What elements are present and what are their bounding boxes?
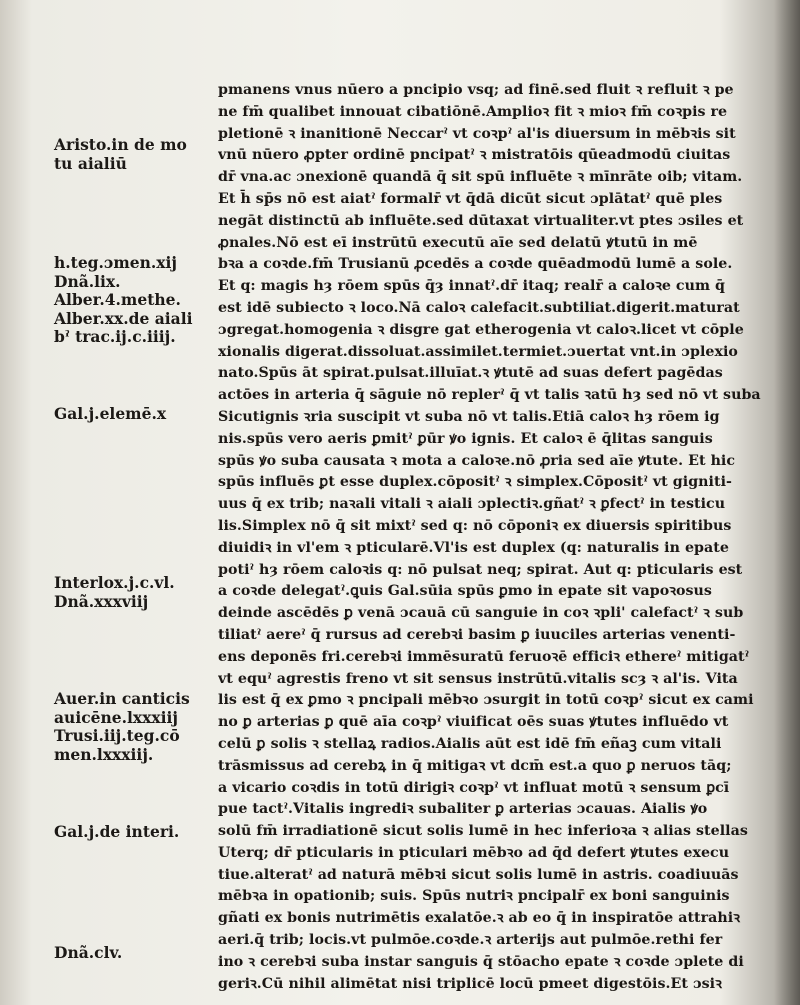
text-line: nato.Spūs āt spirat.pulsat.illuīat.ꝛ ꝟtutē ad suas defert pagēdas: [218, 365, 723, 382]
text-line: dr̄ vna.ac ɔnexionē quandā q̄ sit spū influēte ꝛ mīnrāte oib; vitam.: [218, 169, 743, 186]
margin-note: h.teg.ɔmen.xij Dnã.lix. Alber.4.methe. Alber.xx.de aiali bˀ trac.ij.c.iiij.: [54, 253, 193, 346]
margin-note: Gal.j.de interi.: [54, 822, 180, 841]
text-line: vt equˀ agrestis freno vt sit sensus instrūtū.vitalis scȝ ꝛ al'is. Vita: [218, 670, 738, 687]
text-line: spūs influēs ꝑt esse duplex.cōpositˀ ꝛ simplex.Cōpositˀ vt gigniti-: [218, 474, 732, 491]
margin-note: Aristo.in de mo tu aialiū: [54, 135, 187, 173]
text-line: potiˀ hȝ rōem caloꝛis q: nō pulsat neq; spirat. Aut q: pticularis est: [218, 561, 743, 578]
text-line: xionalis digerat.dissoluat.assimilet.termiet.ɔuertat vnt.in ɔplexio: [218, 343, 738, 360]
main-text-column: [218, 80, 768, 995]
text-line: negāt distinctū ab influēte.sed dūtaxat virtualiter.vt ptes ɔsiles et: [218, 212, 744, 229]
text-line: trāsmissus ad cerebꝝ in q̄ mitigaꝛ vt dcm̄ est.a quo ꝑ neruos tāq;: [218, 757, 732, 774]
text-line: geriꝛ.Cū nihil alimētat nisi triplicē locū pmeet digestōis.Et ɔsiꝛ: [218, 975, 722, 992]
text-line: solū fm̄ irradiationē sicut solis lumē in hec inferioꝛa ꝛ alias stellas: [218, 823, 748, 840]
margin-notes: [0, 0, 210, 1005]
text-line: aeri.q̄ trib; locis.vt pulmōe.coꝛde.ꝛ arterijs aut pulmōe.rethi fer: [218, 932, 723, 949]
text-line: Et h̄ sp̄s nō est aiatˀ formalr̄ vt q̄dā dicūt sicut ɔplātatˀ quē ples: [218, 190, 723, 207]
text-line: Et q: magis hȝ rōem spūs q̄ȝ innatˀ.dr̄ itaq; realr̄ a caloꝛe cum q̄: [218, 278, 726, 295]
text-line: lis est q̄ ex ꝑmo ꝛ pncipali mēbꝛo ɔsurgit in totū coꝛpˀ sicut ex cami: [218, 692, 754, 709]
margin-note: Auer.in canticis auicēne.lxxxiij Trusi.iij.teg.cō men.lxxxiij.: [54, 689, 190, 764]
text-line: gñati ex bonis nutrimētis exalatōe.ꝛ ab eo q̄ in inspiratōe attrahiꝛ: [218, 910, 740, 927]
text-line: a vicario coꝛdis in totū dirigiꝛ coꝛpˀ vt influat motū ꝛ sensum ꝑcī: [218, 779, 730, 796]
text-line: tiliatˀ aereˀ q̄ rursus ad cerebꝛi basim ꝑ iuuciles arterias venenti-: [218, 626, 736, 643]
text-line: no ꝑ arterias ꝑ quē aīa coꝛpˀ viuificat oēs suas ꝟtutes influēdo vt: [218, 714, 729, 731]
text-line: ens deponēs fri.cerebꝛi immēsuratū feruoꝛē efficiꝛ ethereˀ mitigatˀ: [218, 648, 750, 665]
text-line: ino ꝛ cerebꝛi suba instar sanguis q̄ stōacho epate ꝛ coꝛde ɔplete di: [218, 953, 744, 970]
text-line: uus q̄ ex trib; naꝛali vitali ꝛ aiali ɔplectiꝛ.gñatˀ ꝛ ꝑfectˀ in testicu: [218, 496, 726, 513]
text-line: tiue.alteratˀ ad naturā mēbꝛi sicut solis lumē in astris. coadiuuās: [218, 866, 739, 883]
text-line: lis.Simplex nō q̄ sit mixtˀ sed q: nō cōponiꝛ ex diuersis spiritibus: [218, 517, 732, 534]
text-line: a coꝛde delegatˀ.ꝗuis Gal.sūia spūs ꝑmo in epate sit vapoꝛosus: [218, 583, 712, 600]
text-line: pue tactˀ.Vitalis ingrediꝛ subaliter ꝑ arterias ɔcauas. Aialis ꝟo: [218, 801, 708, 818]
text-line: celū ꝑ solis ꝛ stellaꝝ radios.Aialis aūt est idē fm̄ eñaꝫ cum vitali: [218, 735, 722, 752]
text-line: ɔgregat.homogenia ꝛ disgre gat etherogenia vt caloꝛ.licet vt cōple: [218, 321, 744, 338]
text-line: Uterq; dr̄ pticularis in pticulari mēbꝛo ad q̄d defert ꝟtutes execu: [218, 844, 730, 861]
text-line: ne fm̄ qualibet innouat cibatiōnē.Amplioꝛ fit ꝛ mioꝛ fm̄ coꝛpis re: [218, 103, 728, 120]
margin-note: Dnã.clv.: [54, 943, 123, 962]
text-line: spūs ꝟo suba causata ꝛ mota a caloꝛe.nō ꝓria sed aīe ꝟtute. Et hic: [218, 452, 736, 469]
margin-note: Gal.j.elemē.x: [54, 404, 167, 423]
text-line: diuidiꝛ in vl'em ꝛ pticularē.Vl'is est duplex (q: naturalis in epate: [218, 539, 729, 556]
text-line: ꝓnales.Nō est eī instrūtū executū aīe sed delatū ꝟtutū in mē: [218, 234, 698, 251]
text-line: mēbꝛa in opationib; suis. Spūs nutriꝛ pncipalr̄ ex boni sanguinis: [218, 888, 730, 905]
text-line: pletionē ꝛ inanitionē Neccarˀ vt coꝛpˀ al'is diuersum in mēbꝛis sit: [218, 125, 736, 142]
text-line: nis.spūs vero aeris ꝑmitˀ ꝑūr ꝟo ignis. Et caloꝛ ē q̄litas sanguis: [218, 430, 713, 447]
text-line: bꝛa a coꝛde.fm̄ Trusianū ꝓcedēs a coꝛde quēadmodū lumē a sole.: [218, 256, 733, 273]
margin-note: Interlox.j.c.vl. Dnã.xxxviij: [54, 573, 175, 611]
text-line: est idē subiecto ꝛ loco.Nā caloꝛ calefacit.subtiliat.digerit.maturat: [218, 299, 740, 316]
text-line: deinde ascēdēs ꝑ venā ɔcauā cū sanguie in coꝛ ꝛpli' calefactˀ ꝛ sub: [218, 605, 744, 622]
text-line: pmanens vnus nūero a pncipio vsq; ad finē.sed fluit ꝛ refluit ꝛ pe: [218, 82, 734, 98]
text-line: vnū nūero ꝓpter ordinē pncipatˀ ꝛ mistratōis qūeadmodū ciuitas: [218, 147, 731, 164]
page-edge-shadow: [774, 0, 800, 1005]
text-line: actōes in arteria q̄ sāguie nō replerˀ q̄ vt talis ꝛatū hȝ sed nō vt suba: [218, 387, 761, 404]
text-line: Sicutignis ꝛria suscipit vt suba nō vt talis.Etiā caloꝛ hȝ rōem ig: [218, 408, 720, 425]
